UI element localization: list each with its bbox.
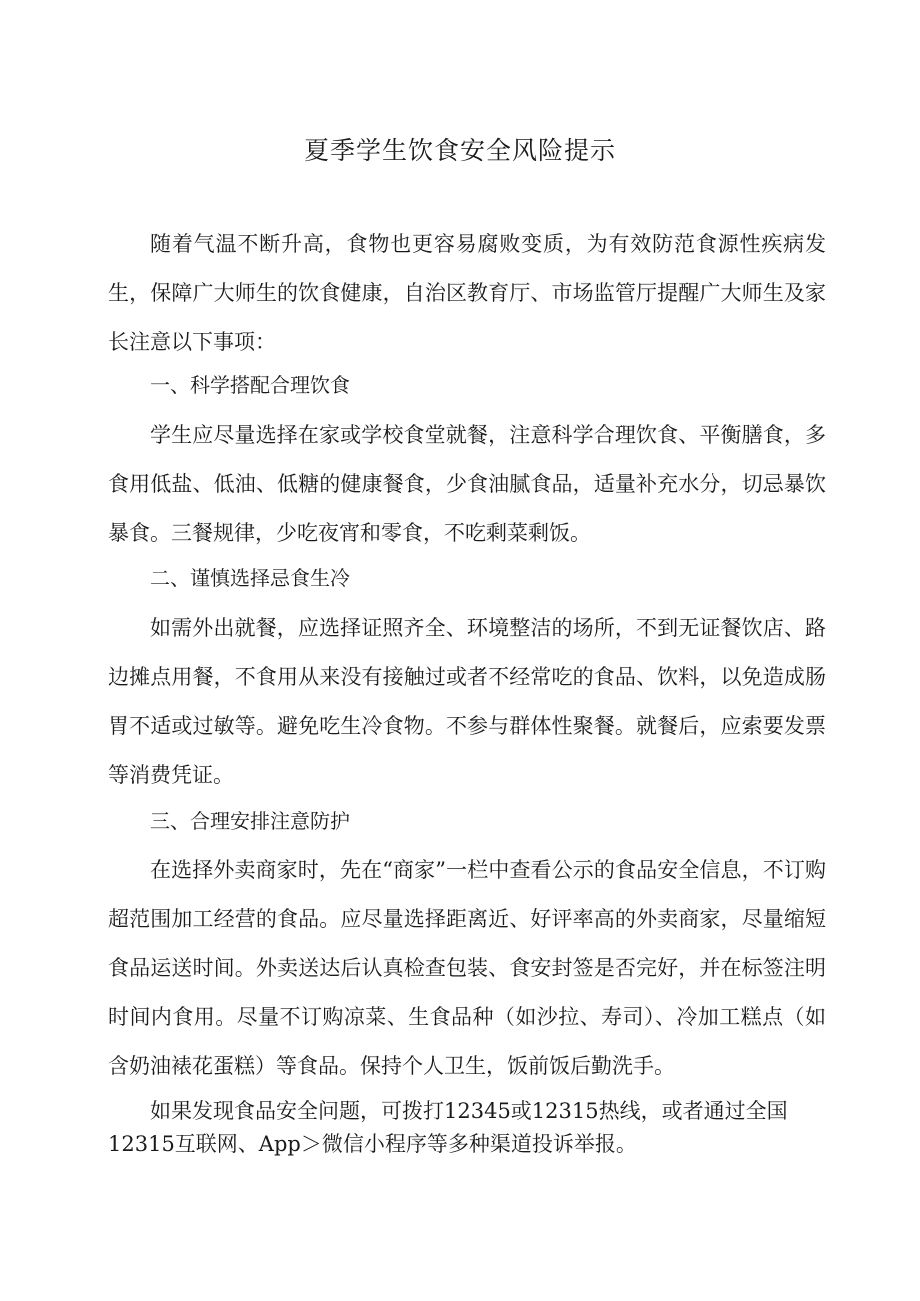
section-heading-2: 二、谨慎选择忌食生冷: [150, 566, 350, 590]
closing-lead: 如果发现食品安全问题，: [150, 1099, 381, 1123]
closing-line-1: [150, 1094, 788, 1128]
section-heading-1: 一、科学搭配合理饮食: [150, 373, 350, 397]
closing-line-2: 12315互联网、App＞微信小程序等多种渠道投诉举报。: [108, 1132, 637, 1156]
closing-rest: 可拨打12345或12315热线，或者通过全国: [381, 1099, 788, 1123]
section-body-2: 如需外出就餐，应选择证照齐全、环境整洁的场所，不到无证餐饮店、路边摊点用餐，不食用从来没有接触过或者不经常吃的食品、饮料，以免造成肠胃不适或过敏等。避免吃生冷食物。不参与群体性聚餐。就餐后，应索要发票等消费凭证。: [108, 616, 826, 787]
intro-paragraph: 随着气温不断升高，食物也更容易腐败变质，为有效防范食源性疾病发生，保障广大师生的饮食健康，自治区教育厅、市场监管厅提醒广大师生及家长注意以下事项：: [108, 232, 826, 354]
section-body-1: 学生应尽量选择在家或学校食堂就餐，注意科学合理饮食、平衡膳食，多食用低盐、低油、低糖的健康餐食，少食油腻食品，适量补充水分，切忌暴饮暴食。三餐规律，少吃夜宵和零食，不吃剩菜剩饭。: [108, 423, 826, 545]
document-title: 夏季学生饮食安全风险提示: [303, 136, 616, 165]
section-heading-3: 三、合理安排注意防护: [150, 809, 350, 833]
section-body-3: 在选择外卖商家时，先在“商家”一栏中查看公示的食品安全信息，不订购超范围加工经营的食品。应尽量选择距离近、好评率高的外卖商家，尽量缩短食品运送时间。外卖送达后认真检查包装、食安封签是否完好，并在标签注明时间内食用。尽量不订购凉菜、生食品种（如沙拉、寿司）、冷加工糕点（如含奶油裱花蛋糕）等食品。保持个人卫生，饭前饭后勤洗手。: [108, 858, 826, 1078]
